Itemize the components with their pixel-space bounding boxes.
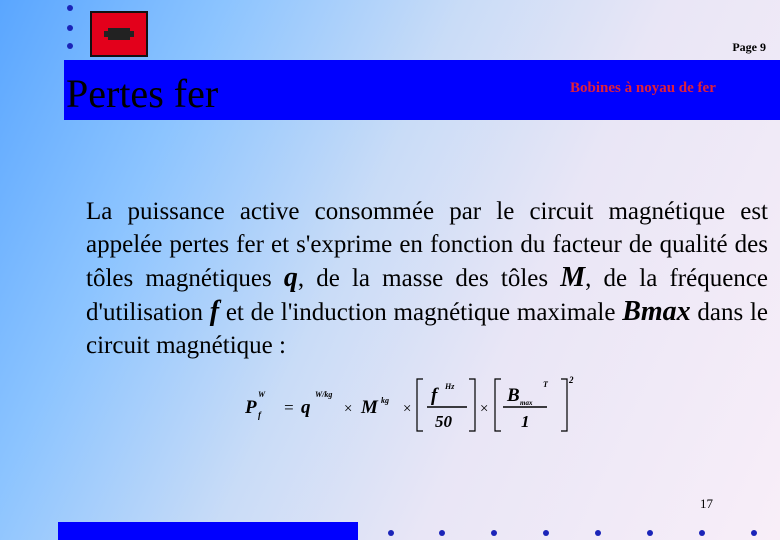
symbol-f: f bbox=[209, 296, 220, 327]
body-paragraph bbox=[86, 195, 768, 362]
formula-b-den: 1 bbox=[521, 412, 530, 431]
dot bbox=[67, 43, 73, 49]
body-text-5: dans le circuit magnétique : bbox=[86, 299, 769, 359]
formula-times-3: × bbox=[479, 401, 490, 417]
footer-bar bbox=[58, 522, 358, 540]
dot bbox=[439, 530, 445, 536]
dot bbox=[67, 5, 73, 11]
formula-times-1: × bbox=[343, 401, 354, 417]
formula-b: B bbox=[507, 385, 520, 406]
formula-f-unit: Hz bbox=[445, 382, 455, 391]
formula-pf-sub: f bbox=[258, 410, 261, 420]
page-number: 17 bbox=[700, 496, 713, 511]
formula-f-den: 50 bbox=[435, 412, 452, 431]
body-text-2: , de la masse des tôles bbox=[297, 265, 549, 292]
dot bbox=[67, 25, 73, 31]
dot bbox=[543, 530, 549, 536]
symbol-bmax: Bmax bbox=[622, 296, 691, 327]
page-subtitle: Bobines à noyau de fer bbox=[570, 80, 716, 96]
formula-exp: 2 bbox=[569, 375, 574, 385]
formula-q: q bbox=[301, 397, 311, 418]
logo bbox=[90, 11, 148, 57]
dot bbox=[699, 530, 705, 536]
body-text-4: et de l'induction magnétique maximale bbox=[225, 299, 616, 326]
formula-m-unit: kg bbox=[381, 396, 389, 405]
symbol-q: q bbox=[283, 262, 298, 293]
dot bbox=[647, 530, 653, 536]
page-title: Pertes fer bbox=[66, 71, 219, 116]
dot bbox=[388, 530, 394, 536]
formula-pf-sup: W bbox=[258, 390, 266, 399]
logo-icon bbox=[104, 25, 134, 43]
formula-b-sub: max bbox=[520, 399, 533, 407]
body-text-1: La puissance active consommée par le circuit magnétique est appelée pertes fer et s'exprime en fonction du facteur de qualité des tôles magnétiques bbox=[86, 198, 768, 292]
formula-b-unit: T bbox=[543, 380, 548, 389]
symbol-m: M bbox=[560, 262, 586, 293]
formula-q-unit: W/kg bbox=[315, 390, 333, 399]
formula-pf: P bbox=[245, 397, 257, 418]
pertes-fer-formula bbox=[245, 375, 585, 437]
dot bbox=[491, 530, 497, 536]
body-text-3: , de la fréquence d'utilisation bbox=[86, 265, 768, 326]
page-label: Page 9 bbox=[732, 40, 766, 54]
formula-equals: = bbox=[283, 398, 295, 417]
formula-times-2: × bbox=[402, 401, 413, 417]
dot bbox=[751, 530, 757, 536]
formula-m: M bbox=[361, 397, 378, 418]
dot bbox=[595, 530, 601, 536]
formula-f: f bbox=[431, 385, 438, 406]
